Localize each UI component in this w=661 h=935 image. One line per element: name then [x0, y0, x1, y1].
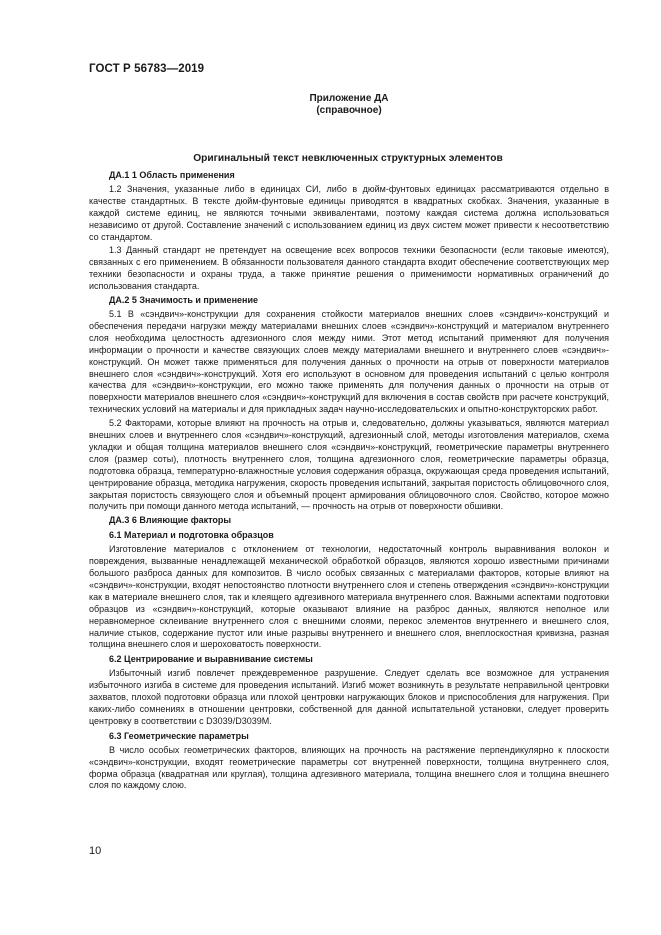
paragraph-5-2: 5.2 Факторами, которые влияют на прочность на отрыв и, следовательно, должны указываться, являются материал внешних слоев и внутреннего слоя «сэндвич»-конструкций, адгезионный слой, методы изготовления материалов, схема укладки и общая толщина материалов внешнего слоя «сэндвич»-конструкций, геометрические параметры внутреннего слоя (размер соты), плотность внутреннего слоя, толщина адгезионного слоя, геометрические параметры образца, подготовка образца, температурно-влажностные условия содержания образца, окружающая среда проведения испытаний, центрирование образца, методика нагружения, скорость проведения испытаний, закрытая пористость облицовочного слоя, закрытая пористость связующего слоя и объемный процент армирования облицовочного слоя. Свойство, которое можно получить при помощи данного метода испытаний, — прочность на отрыв от поверхности обшивки. — [89, 418, 609, 512]
paragraph-1-3: 1.3 Данный стандарт не претендует на освещение всех вопросов техники безопасности (если таковые имеются), связанных с его применением. В обязанности пользователя данного стандарта входит обеспечение соответствующих мер техники безопасности и охраны труда, а также принятие решения о применимости нормативных ограничений до использования стандарта. — [89, 245, 609, 292]
section-heading-da3: ДА.3 6 Влияющие факторы — [109, 515, 232, 526]
paragraph-5-1: 5.1 В «сэндвич»-конструкции для сохранения стойкости материалов внешних слоев «сэндвич»-конструкций и обеспечения передачи нагрузки между материалами внешних слоев «сэндвич»-конструкций и материалом внутреннего слоя необходима целостность адгезионного слоя между ними. Этот метод испытаний применяют для получения информации о прочности и качестве связующих слоев между материалами внешнего и внутреннего слоев «сэндвич»-конструкций. Он может также применяться для получения данных о прочности на отрыв от поверхности материалов внешнего слоя «сэндвич»-конструкций. Хотя его используют в основном для проведения испытаний с целью контроля качества для «сэндвич»-конструкции, его можно также применять для получения данных о прочности на отрыв от поверхности материалов внешнего слоя «сэндвич»-конструкций для включения в состав свойств при расчете конструкций, технических условий на материалы и для прикладных задач научно-исследовательских и опытно-конструкторских работ. — [89, 308, 609, 415]
document-title: Оригинальный текст невключенных структурных элементов — [193, 153, 503, 164]
subheading-6-1: 6.1 Материал и подготовка образцов — [109, 530, 274, 541]
document-body — [89, 169, 609, 794]
subheading-6-2: 6.2 Центрирование и выравнивание системы — [109, 654, 313, 665]
appendix-heading — [0, 93, 661, 117]
page-number: 10 — [89, 845, 102, 857]
appendix-note: (справочное) — [316, 105, 382, 116]
section-heading-da1: ДА.1 1 Область применения — [109, 170, 235, 180]
paragraph-6-2: Избыточный изгиб повлечет преждевременное разрушение. Следует сделать все возможное для устранения избыточного изгиба в системе для проведения испытаний. Изгиб может возникнуть в результате неправильной центровки захватов, плохой подготовки образца или плохой центровки нагружающих блоков и приспособления для нагружения. При каких-либо сомнениях в отношении центровки, собственной для данной испытательной установки, следует проверить центровку в соответствии с D3039/D3039M. — [89, 668, 609, 726]
section-heading-da2: ДА.2 5 Значимость и применение — [109, 295, 258, 306]
paragraph-6-1: Изготовление материалов с отклонением от технологии, недостаточный контроль выравнивания волокон и повреждения, вызванные ненадлежащей механической обработкой образцов, являются хорошо известными причинами большого разброса данных для композитов. В число особых связанных с материалами факторов, которые влияют на «сэндвич»-конструкции, входят непостоянство плотности внутреннего слоя и степень отверждения «сэндвич»-конструкции как в материале внешнего слоя, так и клеящего адгезивного материала внутреннего слоя. Важными аспектами подготовки образцов из «сэндвич»-конструкций, которые оказывают влияние на разброс данных, являются неполное или неравномерное склеивание внутреннего слоя с внешними слоями, перекос элементов внутреннего и внешнего слоя, наличие стыков, содержание пустот или иные разрывы внутреннего и внешнего слоя, внеплоскостная кривизна, разная толщина внешнего слоя и шероховатость поверхности. — [89, 544, 609, 650]
paragraph-1-2: 1.2 Значения, указанные либо в единицах СИ, либо в дюйм-фунтовых единицах рассматриваются отдельно в качестве стандартных. В тексте дюйм-фунтовые единицы приводятся в квадратных скобках. Значения, указанные в каждой системе единиц, не являются точными эквивалентами, поэтому каждая система должна использоваться независимо от другой. Составление значений с использованием единиц из двух систем может привести к несоответствию со стандартом. — [89, 183, 609, 242]
document-header-id: ГОСТ Р 56783—2019 — [89, 63, 205, 75]
subheading-6-3: 6.3 Геометрические параметры — [109, 730, 249, 741]
appendix-title: Приложение ДА — [309, 93, 389, 104]
paragraph-6-3: В число особых геометрических факторов, влияющих на прочность на растяжение перпендикулярно к плоскости «сэндвич»-конструкции, входят геометрические параметры сот внутренней поверхности, толщина внутреннего слоя, форма образца (квадратная или круглая), толщина адгезивного материала, толщина внешнего слоя и толщина внешнего слоя по каждому слою. — [89, 744, 609, 791]
